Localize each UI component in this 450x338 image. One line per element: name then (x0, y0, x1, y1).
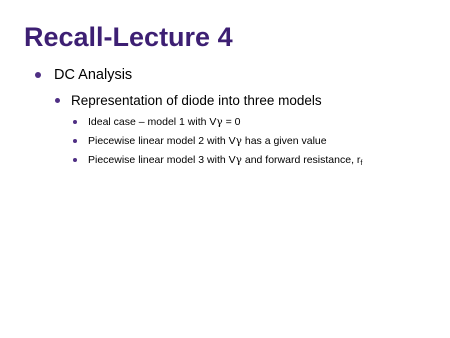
text-segment: has a given value (241, 135, 327, 147)
slide-title: Recall-Lecture 4 (24, 22, 233, 52)
bullet-item-model-2 (73, 135, 327, 147)
gamma-symbol: γ (235, 154, 242, 166)
gamma-symbol: γ (216, 116, 223, 128)
bullet-item-model-1 (73, 116, 241, 128)
text-segment: = 0 (222, 116, 241, 128)
gamma-symbol: γ (235, 135, 242, 147)
bullet-icon (55, 98, 60, 103)
bullet-icon (73, 120, 77, 124)
bullet-icon (73, 139, 77, 143)
bullet-text (88, 116, 241, 128)
bullet-icon (73, 158, 77, 162)
text-segment: Piecewise linear model 3 with V (88, 154, 236, 166)
bullet-text (88, 135, 327, 147)
bullet-item-representation (55, 93, 322, 108)
subscript-f: f (360, 160, 363, 167)
text-segment: and forward resistance, r (241, 154, 361, 166)
bullet-item-dc-analysis (35, 67, 132, 83)
bullet-text (88, 154, 362, 166)
bullet-text: DC Analysis (54, 67, 133, 83)
bullet-text: Representation of diode into three models (71, 93, 322, 108)
text-segment: Ideal case – model 1 with V (88, 116, 217, 128)
text-segment: Piecewise linear model 2 with V (88, 135, 236, 147)
bullet-item-model-3 (73, 154, 362, 166)
bullet-icon (35, 72, 41, 78)
